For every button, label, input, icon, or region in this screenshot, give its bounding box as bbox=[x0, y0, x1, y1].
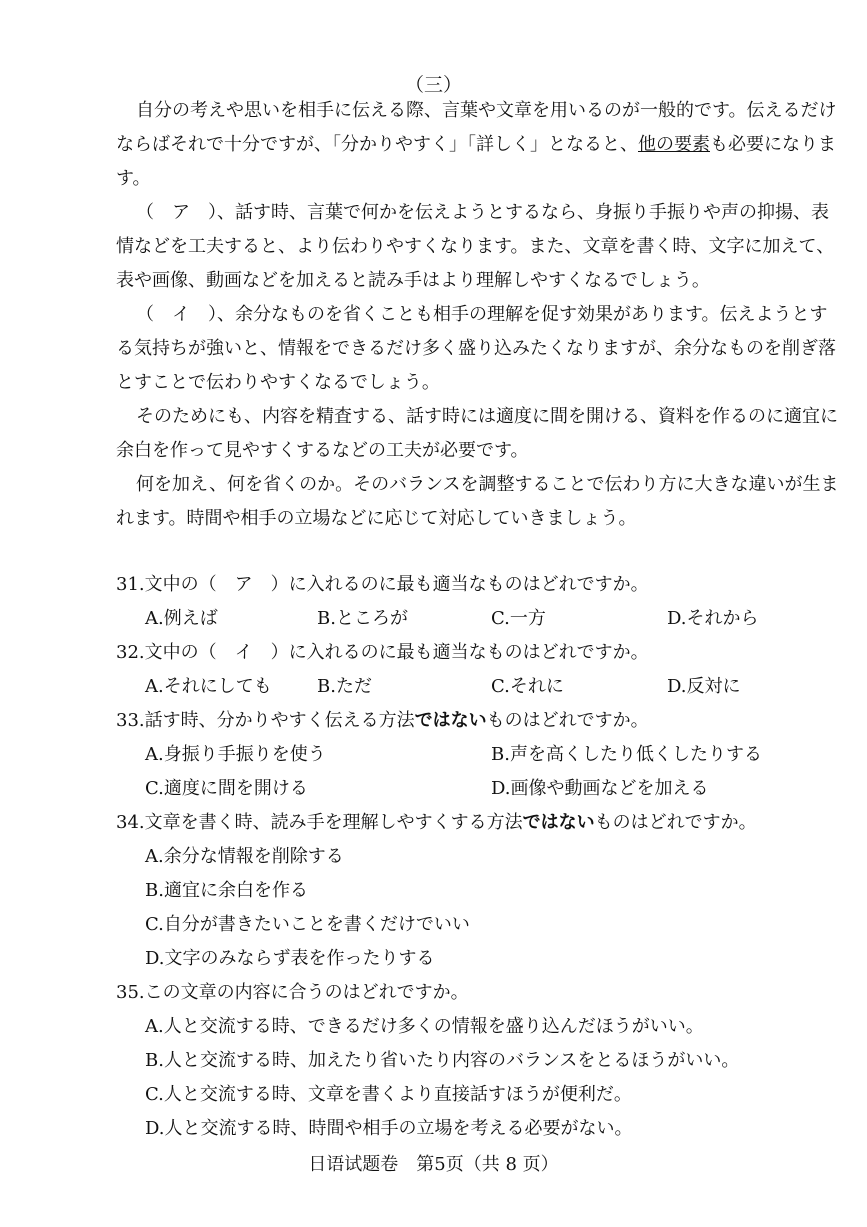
question-33-stem bbox=[116, 706, 649, 736]
option-32-c: C.それに bbox=[491, 676, 564, 697]
passage-paragraph-1 bbox=[116, 94, 844, 196]
passage-paragraph-5: 何を加え、何を省くのか。そのバランスを調整することで伝わり方に大きな違いが生まれます。時間や相手の立場などに応じて対応していきましょう。 bbox=[116, 474, 839, 529]
option-31-c: C.一方 bbox=[491, 608, 546, 629]
underlined-phrase: 他の要素 bbox=[638, 134, 710, 155]
option-33-c: C.適度に間を開ける bbox=[145, 778, 308, 799]
question-31-options bbox=[145, 604, 845, 634]
section-title: （三） bbox=[404, 74, 462, 96]
option-34-a: A.余分な情報を削除する bbox=[145, 846, 344, 867]
option-31-a: A.例えば bbox=[145, 608, 218, 629]
option-33-d: D.画像や動画などを加える bbox=[491, 778, 709, 799]
option-35-d: D.人と交流する時、時間や相手の立場を考える必要がない。 bbox=[145, 1118, 633, 1139]
question-34-stem-a: 34.文章を書く時、読み手を理解しやすくする方法 bbox=[116, 812, 523, 833]
option-33-a: A.身振り手振りを使う bbox=[145, 744, 326, 765]
question-33-stem-a: 33.話す時、分かりやすく伝える方法 bbox=[116, 710, 415, 731]
question-32-options bbox=[145, 672, 845, 702]
paragraph-1-text-b: も必要になります。 bbox=[116, 134, 836, 189]
option-31-d: D.それから bbox=[667, 608, 759, 629]
option-35-a: A.人と交流する時、できるだけ多くの情報を盛り込んだほうがいい。 bbox=[145, 1016, 704, 1037]
option-31-b: B.ところが bbox=[317, 608, 408, 629]
option-32-a: A.それにしても bbox=[145, 676, 272, 697]
option-35-b: B.人と交流する時、加えたり省いたり内容のバランスをとるほうがいい。 bbox=[145, 1050, 740, 1071]
option-34-d: D.文字のみならず表を作ったりする bbox=[145, 948, 435, 969]
question-32-stem: 32.文中の（ イ ）に入れるのに最も適当なものはどれですか。 bbox=[116, 642, 649, 663]
page-footer: 日语试题卷 第5页（共 8 页） bbox=[308, 1154, 559, 1175]
question-34-stem-b: ものはどれですか。 bbox=[594, 812, 757, 833]
option-34-b: B.適宜に余白を作る bbox=[145, 880, 308, 901]
option-32-d: D.反対に bbox=[667, 676, 741, 697]
option-32-b: B.ただ bbox=[317, 676, 372, 697]
option-35-c: C.人と交流する時、文章を書くより直接話すほうが便利だ。 bbox=[145, 1084, 632, 1105]
question-34-stem bbox=[116, 808, 757, 838]
question-35-stem: 35.この文章の内容に合うのはどれですか。 bbox=[116, 982, 469, 1003]
option-33-b: B.声を高くしたり低くしたりする bbox=[491, 744, 762, 765]
question-33-options-row-2 bbox=[145, 774, 845, 804]
question-33-emphasis: ではない bbox=[414, 710, 487, 731]
question-33-options-row-1 bbox=[145, 740, 845, 770]
question-31-stem: 31.文中の（ ア ）に入れるのに最も適当なものはどれですか。 bbox=[116, 574, 649, 595]
question-34-emphasis: ではない bbox=[522, 812, 595, 833]
option-34-c: C.自分が書きたいことを書くだけでいい bbox=[145, 914, 470, 935]
question-33-stem-b: ものはどれですか。 bbox=[486, 710, 649, 731]
paragraph-1-text-a: 自分の考えや思いを相手に伝える際、言葉や文章を用いるのが一般的です。伝えるだけならばそれで十分ですが、「分かりやすく」「詳しく」となると、 bbox=[116, 100, 837, 155]
passage-paragraph-4: そのためにも、内容を精査する、話す時には適度に間を開ける、資料を作るのに適宜に余白を作って見やすくするなどの工夫が必要です。 bbox=[116, 406, 838, 461]
passage-paragraph-2: （ ア ）、話す時、言葉で何かを伝えようとするなら、身振り手振りや声の抑揚、表情などを工夫すると、より伝わりやすくなります。また、文章を書く時、文字に加えて、表や画像、動画などを加えると読み手はより理解しやすくなるでしょう。 bbox=[116, 202, 835, 291]
passage-paragraph-3: （ イ ）、余分なものを省くことも相手の理解を促す効果があります。伝えようとする気持ちが強いと、情報をできるだけ多く盛り込みたくなりますが、余分なものを削ぎ落とすことで伝わりやすくなるでしょう。 bbox=[116, 304, 836, 393]
